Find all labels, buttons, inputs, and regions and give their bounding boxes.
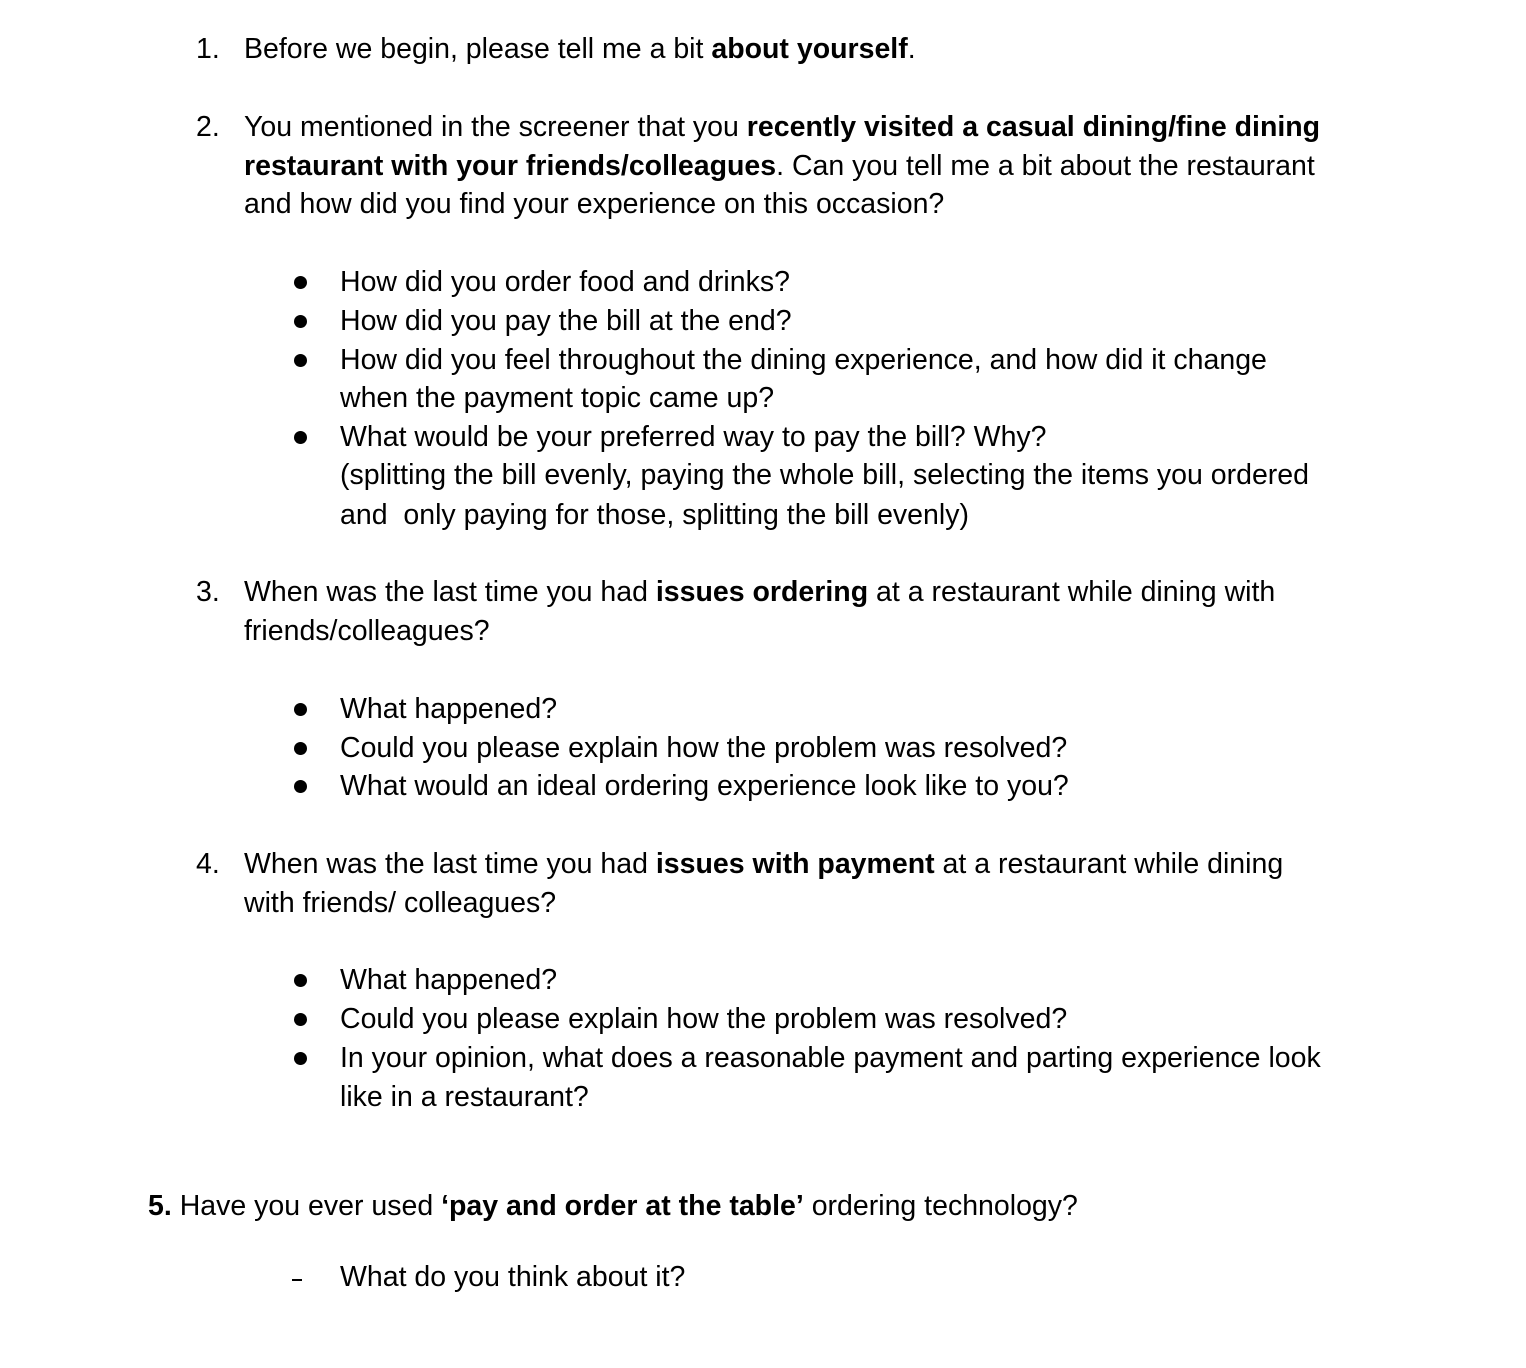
bullet-icon xyxy=(294,1013,307,1026)
list-item-continued: (splitting the bill evenly, paying the whole bill, selecting the items you ordered xyxy=(340,459,1309,491)
question-number: 2. xyxy=(196,111,220,143)
question-text-line: 5. Have you ever used ‘pay and order at the table’ ordering technology? xyxy=(148,1190,1078,1222)
list-item: How did you pay the bill at the end? xyxy=(340,305,792,337)
bullet-icon xyxy=(294,315,307,328)
question-text-line: and how did you find your experience on this occasion? xyxy=(244,188,945,220)
list-item: What happened? xyxy=(340,964,558,996)
dash-icon xyxy=(292,1279,302,1281)
question-number: 5. xyxy=(148,1190,172,1222)
question-number: 1. xyxy=(196,33,220,65)
list-item: How did you feel throughout the dining experience, and how did it change xyxy=(340,344,1267,376)
bullet-icon xyxy=(294,974,307,987)
question-text-line: with friends/ colleagues? xyxy=(244,887,557,919)
list-item-continued: when the payment topic came up? xyxy=(340,382,775,414)
list-item: How did you order food and drinks? xyxy=(340,266,790,298)
list-item: What would an ideal ordering experience look like to you? xyxy=(340,770,1069,802)
question-text-line: restaurant with your friends/colleagues. Can you tell me a bit about the restaurant xyxy=(244,150,1315,182)
list-item: What happened? xyxy=(340,693,558,725)
bullet-icon xyxy=(294,276,307,289)
bullet-icon xyxy=(294,703,307,716)
list-item: What do you think about it? xyxy=(340,1261,686,1293)
list-item: Could you please explain how the problem was resolved? xyxy=(340,732,1068,764)
question-number: 3. xyxy=(196,576,220,608)
question-text-line: friends/colleagues? xyxy=(244,615,490,647)
question-text-line: When was the last time you had issues with payment at a restaurant while dining xyxy=(244,848,1284,880)
bullet-icon xyxy=(294,780,307,793)
list-item: Could you please explain how the problem was resolved? xyxy=(340,1003,1068,1035)
question-text-line: You mentioned in the screener that you recently visited a casual dining/fine dining xyxy=(244,111,1321,143)
list-item: What would be your preferred way to pay the bill? Why? xyxy=(340,421,1047,453)
bullet-icon xyxy=(294,742,307,755)
bullet-icon xyxy=(294,354,307,367)
question-text-line: When was the last time you had issues ordering at a restaurant while dining with xyxy=(244,576,1276,608)
list-item-continued: like in a restaurant? xyxy=(340,1081,589,1113)
list-item: In your opinion, what does a reasonable payment and parting experience look xyxy=(340,1042,1321,1074)
bullet-icon xyxy=(294,1052,307,1065)
question-text: Before we begin, please tell me a bit about yourself. xyxy=(244,33,916,65)
bullet-icon xyxy=(294,431,307,444)
question-number: 4. xyxy=(196,848,220,880)
list-item-continued: and only paying for those, splitting the bill evenly) xyxy=(340,499,969,531)
